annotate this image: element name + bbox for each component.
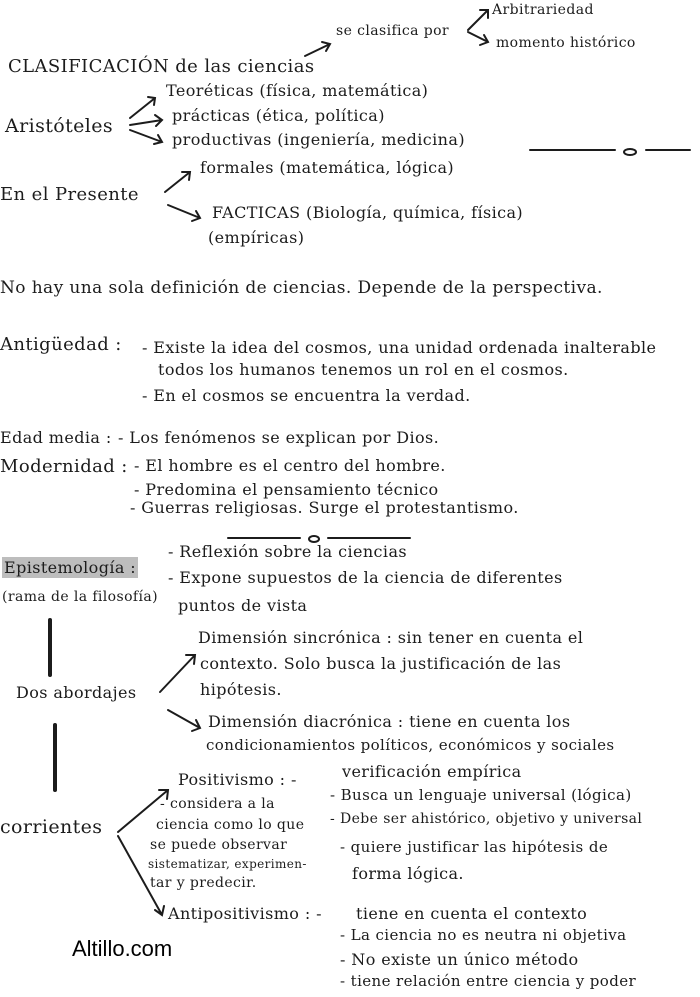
aristoteles-practicas: prácticas (ética, política)	[172, 106, 385, 125]
antiguedad-line-3: - En el cosmos se encuentra la verdad.	[142, 386, 471, 405]
antiguedad-label: Antigüedad :	[0, 334, 122, 355]
se-clasifica-label: se clasifica por	[336, 23, 450, 39]
presente-empiricas: (empíricas)	[208, 228, 305, 247]
sincronica-line-3: hipótesis.	[200, 680, 282, 699]
positivismo-nota-2: ciencia como lo que	[156, 817, 305, 833]
epistemologia-label	[2, 560, 138, 576]
presente-label: En el Presente	[0, 184, 139, 205]
sincronica-line-2: contexto. Solo busca la justificación de las	[200, 654, 562, 673]
modernidad-line-1: - El hombre es el centro del hombre.	[134, 456, 446, 475]
criterio-momento-historico: momento histórico	[496, 35, 636, 51]
epistemologia-line-3: puntos de vista	[178, 596, 308, 615]
watermark-text: Altillo.com	[72, 936, 173, 961]
definicion-text: No hay una sola definición de ciencias. Depende de la perspectiva.	[0, 278, 603, 298]
positivismo-nota-5: tar y predecir.	[150, 875, 257, 891]
epistemologia-line-2: - Expone supuestos de la ciencia de diferentes	[168, 568, 563, 587]
positivismo-line-2: - Busca un lenguaje universal (lógica)	[330, 786, 632, 804]
antipositivismo-line-3: - No existe un único método	[340, 950, 579, 969]
antipositivismo-line-4: - tiene relación entre ciencia y poder	[340, 972, 637, 990]
positivismo-line-4: - quiere justificar las hipótesis de	[340, 838, 609, 856]
presente-formales: formales (matemática, lógica)	[200, 158, 455, 177]
aristoteles-teoreticas: Teoréticas (física, matemática)	[166, 81, 429, 100]
presente-facticas: FACTICAS (Biología, química, física)	[212, 203, 524, 222]
criterio-arbitrariedad: Arbitrariedad	[492, 2, 594, 18]
abordajes-label: Dos abordajes	[16, 683, 137, 702]
positivismo-line-5: forma lógica.	[352, 864, 464, 883]
antiguedad-line-1: - Existe la idea del cosmos, una unidad ordenada inalterable	[142, 338, 657, 357]
epistemologia-highlight: Epistemología :	[4, 558, 137, 577]
antipositivismo-line-2: - La ciencia no es neutra ni objetiva	[340, 926, 627, 944]
modernidad-line-3: - Guerras religiosas. Surge el protestantismo.	[130, 498, 519, 517]
aristoteles-productivas: productivas (ingeniería, medicina)	[172, 130, 465, 149]
aristoteles-label: Aristóteles	[5, 115, 114, 137]
positivismo-nota-4: sistematizar, experimen-	[148, 857, 307, 871]
positivismo-label: Positivismo : -	[178, 770, 297, 789]
antipositivismo-label: Antipositivismo : -	[168, 904, 322, 923]
antiguedad-line-2: todos los humanos tenemos un rol en el cosmos.	[158, 360, 569, 379]
modernidad-label: Modernidad :	[0, 456, 128, 477]
edad-media-label: Edad media :	[0, 428, 112, 447]
positivismo-line-3: - Debe ser ahistórico, objetivo y universal	[330, 811, 643, 827]
diacronica-line-1: Dimensión diacrónica : tiene en cuenta los	[208, 712, 571, 731]
sincronica-line-1: Dimensión sincrónica : sin tener en cuenta el	[198, 628, 584, 647]
positivismo-nota-3: se puede observar	[150, 837, 288, 853]
diacronica-line-2: condicionamientos políticos, económicos y sociales	[206, 736, 615, 754]
page-title: CLASIFICACIÓN de las ciencias	[8, 56, 315, 77]
epistemologia-sublabel: (rama de la filosofía)	[2, 589, 158, 605]
epistemologia-line-1: - Reflexión sobre la ciencias	[168, 542, 407, 561]
edad-media-text: - Los fenómenos se explican por Dios.	[118, 428, 440, 447]
antipositivismo-line-1: tiene en cuenta el contexto	[356, 904, 588, 923]
modernidad-line-2: - Predomina el pensamiento técnico	[134, 480, 439, 499]
corrientes-label: corrientes	[0, 816, 103, 838]
positivismo-line-1: verificación empírica	[342, 762, 522, 781]
positivismo-nota-1: - considera a la	[160, 796, 275, 812]
